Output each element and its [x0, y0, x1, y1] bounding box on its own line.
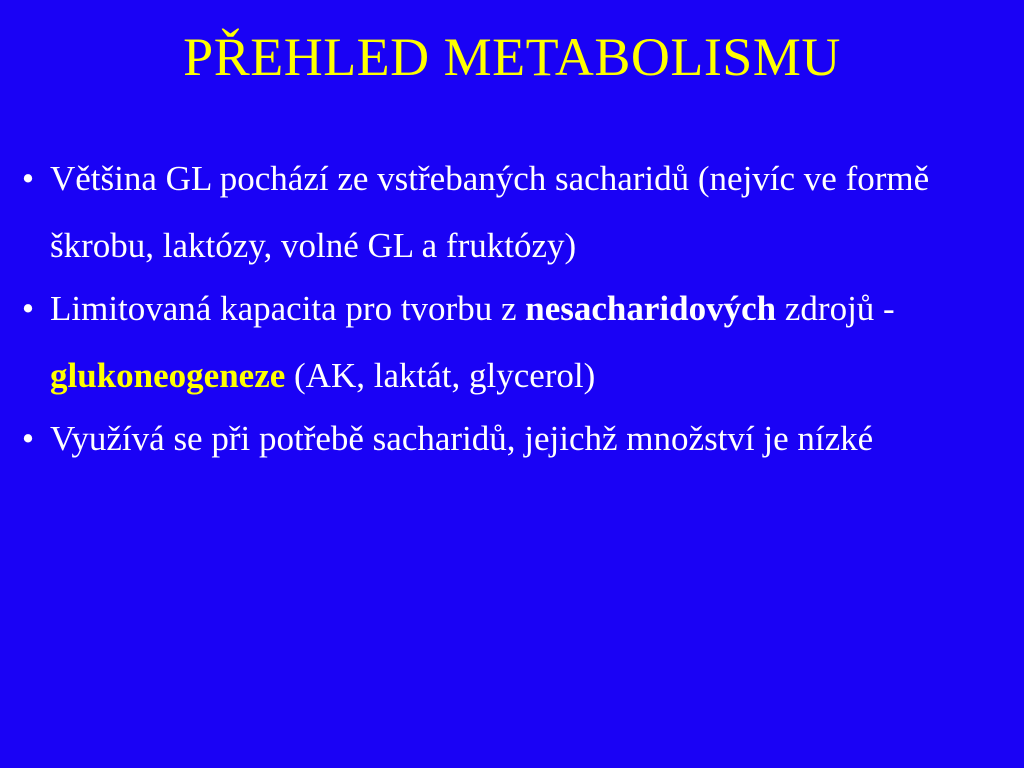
bullet-list: [18, 145, 1008, 472]
bullet-icon: •: [21, 419, 35, 458]
bullet-icon: •: [21, 159, 35, 198]
bold-term: nesacharidových: [525, 289, 777, 328]
bullet-item-1: [18, 145, 1008, 279]
bullet-text-end: (AK, laktát, glycerol): [285, 356, 596, 395]
bullet-item-3: [18, 405, 1008, 472]
bullet-item-2: [18, 275, 1008, 409]
bullet-text: Využívá se při potřebě sacharidů, jejichž množství je nízké: [50, 419, 874, 458]
slide-title: PŘEHLED METABOLISMU: [183, 27, 841, 87]
bullet-text-continued: zdrojů -: [776, 289, 895, 328]
bullet-text: Limitovaná kapacita pro tvorbu z: [50, 289, 526, 328]
highlighted-term: glukoneogeneze: [50, 356, 286, 395]
bullet-text: Většina GL pochází ze vstřebaných sacharidů (nejvíc ve formě škrobu, laktózy, volné GL a fruktózy): [50, 159, 930, 265]
bullet-icon: •: [21, 289, 35, 328]
